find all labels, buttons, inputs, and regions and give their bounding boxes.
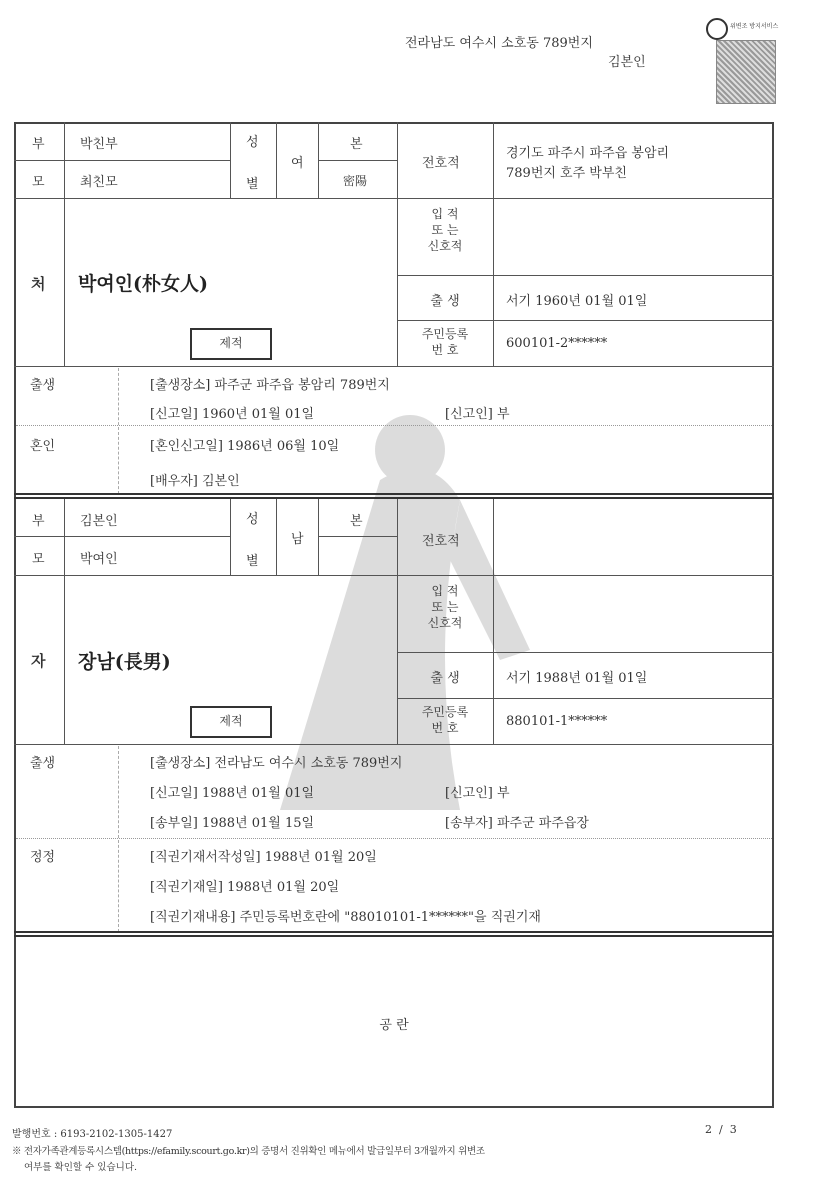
qr-label: 위변조 방지서비스 — [730, 23, 779, 30]
entry-label-2: 또 는 — [431, 600, 459, 614]
removed-stamp: 제적 — [190, 706, 272, 738]
issue-number: 발행번호 : 6193-2102-1305-1427 — [12, 1129, 173, 1140]
event-type: 출생 — [30, 378, 56, 393]
mother-label: 모 — [32, 552, 45, 567]
entry-label-2: 또 는 — [431, 223, 459, 237]
removed-stamp: 제적 — [190, 328, 272, 360]
verification-notice-line2: 여부를 확인할 수 있습니다. — [24, 1162, 138, 1173]
event-line: [혼인신고일] 1986년 06월 10일 — [150, 439, 340, 454]
rrn-label-2: 번 호 — [431, 721, 459, 735]
header-address: 전라남도 여수시 소호동 789번지 — [405, 36, 593, 51]
father-label: 부 — [32, 514, 45, 529]
rrn-label-1: 주민등록 — [421, 705, 469, 719]
person-name: 장남(長男) — [78, 651, 171, 673]
original-register-label: 전호적 — [422, 534, 460, 549]
bon-label: 본 — [350, 137, 363, 152]
entry-label-3: 신호적 — [427, 616, 463, 630]
role-label: 자 — [31, 652, 46, 670]
bon-value: 密陽 — [343, 174, 368, 188]
event-line: [신고일] 1960년 01월 01일 — [150, 407, 315, 422]
sex-label-top: 성 — [246, 135, 259, 150]
header-name: 김본인 — [608, 55, 646, 70]
role-label: 처 — [31, 275, 46, 293]
father-name: 김본인 — [80, 514, 118, 529]
event-line: [직권기재서작성일] 1988년 01월 20일 — [150, 850, 377, 865]
anti-forgery-icon — [706, 18, 728, 40]
event-type: 출생 — [30, 756, 56, 771]
mother-label: 모 — [32, 175, 45, 190]
event-line: [직권기재내용] 주민등록번호란에 "88010101-1******"을 직권기재 — [150, 910, 541, 925]
page-number: 2 / 3 — [705, 1123, 737, 1136]
event-type: 정정 — [30, 850, 56, 865]
event-line: [출생장소] 전라남도 여수시 소호동 789번지 — [150, 756, 403, 771]
rrn-label-1: 주민등록 — [421, 327, 469, 341]
mother-name: 최친모 — [80, 175, 118, 190]
event-line-secondary: [신고인] 부 — [445, 786, 510, 801]
event-line: [출생장소] 파주군 파주읍 봉암리 789번지 — [150, 378, 390, 393]
birth-label: 출 생 — [430, 671, 460, 686]
original-register-line1: 경기도 파주시 파주읍 봉암리 — [506, 146, 670, 161]
original-register-line2: 789번지 호주 박부친 — [506, 166, 627, 181]
entry-label-1: 입 적 — [431, 207, 459, 221]
mother-name: 박여인 — [80, 552, 118, 567]
father-label: 부 — [32, 137, 45, 152]
event-line-secondary: [신고인] 부 — [445, 407, 510, 422]
rrn-value: 600101-2****** — [506, 336, 608, 351]
event-line-secondary: [송부자] 파주군 파주읍장 — [445, 816, 589, 831]
person-name: 박여인(朴女人) — [78, 273, 209, 295]
event-line: [송부일] 1988년 01월 15일 — [150, 816, 315, 831]
entry-label-1: 입 적 — [431, 584, 459, 598]
entry-label-3: 신호적 — [427, 239, 463, 253]
original-register-label: 전호적 — [422, 156, 460, 171]
blank-section-label: 공 란 — [379, 1018, 409, 1033]
event-line: [배우자] 김본인 — [150, 474, 240, 489]
sex-label-top: 성 — [246, 512, 259, 527]
sex-label-bottom: 별 — [246, 177, 259, 192]
event-line: [직권기재일] 1988년 01월 20일 — [150, 880, 340, 895]
rrn-label-2: 번 호 — [431, 343, 459, 357]
sex-value: 여 — [291, 156, 304, 171]
sex-value: 남 — [291, 532, 304, 547]
birth-label: 출 생 — [430, 294, 460, 309]
bon-label: 본 — [350, 514, 363, 529]
sex-label-bottom: 별 — [246, 554, 259, 569]
rrn-value: 880101-1****** — [506, 714, 608, 729]
father-name: 박친부 — [80, 137, 118, 152]
qr-code — [716, 18, 779, 104]
birth-date: 서기 1960년 01월 01일 — [506, 294, 648, 309]
verification-notice-line1: ※ 전자가족관계등록시스템(https://efamily.scourt.go.kr)의 증명서 진위확인 메뉴에서 발급일부터 3개월까지 위변조 — [12, 1146, 485, 1157]
birth-date: 서기 1988년 01월 01일 — [506, 671, 648, 686]
event-type: 혼인 — [30, 439, 56, 454]
event-line: [신고일] 1988년 01월 01일 — [150, 786, 315, 801]
